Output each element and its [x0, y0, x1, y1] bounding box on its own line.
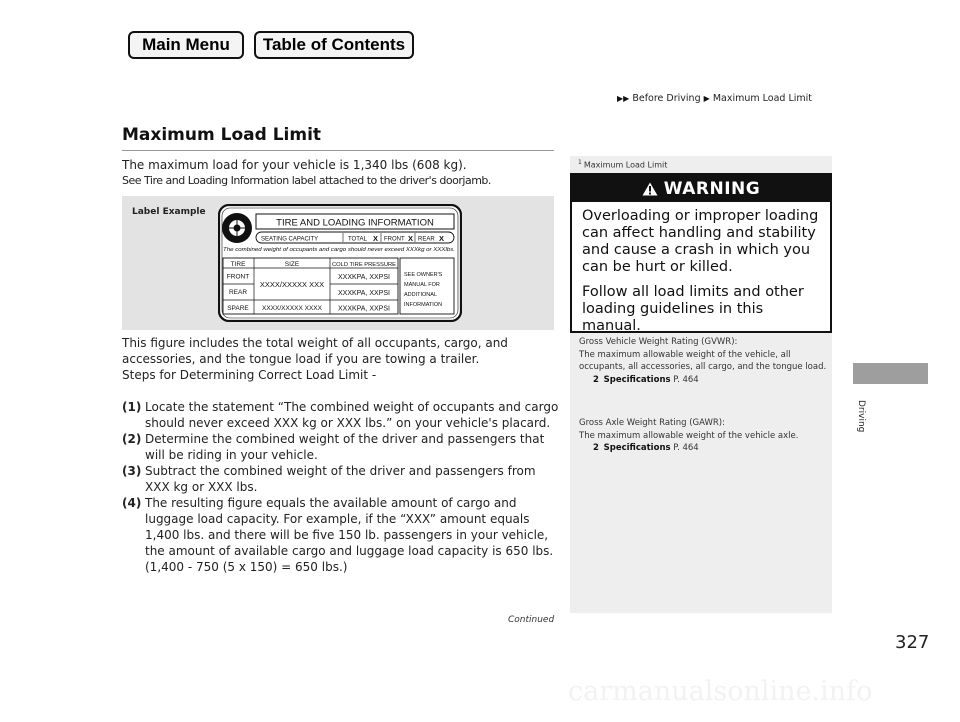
- label-col-size: SIZE: [284, 261, 300, 268]
- gvwr-text: The maximum allowable weight of the vehicle, all occupants, all accessories, all cargo, and the tongue load.: [579, 349, 827, 372]
- label-seating-capacity: SEATING CAPACITY: [261, 236, 319, 243]
- label-col-pressure: COLD TIRE PRESSURE: [332, 262, 397, 268]
- gawr-note: [579, 417, 827, 455]
- label-front-x: X: [408, 234, 414, 243]
- label-combined-weight-statement: The combined weight of occupants and cargo should never exceed XXXkg or XXXlbs.: [223, 247, 455, 253]
- step-2: [122, 431, 562, 463]
- section-tab-marker[interactable]: [853, 363, 928, 384]
- step-number: (3): [122, 464, 142, 478]
- sidebar-heading-text: Maximum Load Limit: [583, 160, 668, 170]
- label-see-owners-2: MANUAL FOR: [404, 282, 440, 288]
- step-text: Locate the statement “The combined weight of occupants and cargo should never exceed XXX kg or XXX lbs.” on your vehicle's placard.: [145, 400, 559, 430]
- intro-text: [122, 157, 562, 189]
- warning-text-load-limits: Follow all load limits and other loading guidelines in this manual.: [582, 284, 804, 334]
- table-of-contents-button[interactable]: Table of Contents: [254, 31, 414, 59]
- title-divider: [122, 150, 554, 151]
- steps-heading: Steps for Determining Correct Load Limit -: [122, 368, 377, 382]
- label-pressure-front: XXXKPA, XXPSI: [337, 274, 391, 281]
- step-number: (2): [122, 432, 142, 446]
- label-see-owners-4: INFORMATION: [404, 302, 443, 308]
- intro-line-max-load: The maximum load for your vehicle is 1,340 lbs (608 kg).: [122, 158, 467, 172]
- label-pressure-spare: XXXKPA, XXPSI: [337, 305, 391, 313]
- step-number: (1): [122, 400, 142, 414]
- body-paragraph: [122, 335, 560, 383]
- step-4-text: The resulting figure equals the available amount of cargo and luggage load capacity. For example, if the “XXX” amount equals 1,400 lbs. and there will be five 150 lb. passengers in your vehicle, the amount of available cargo and luggage load capacity is 650 lbs.: [145, 496, 554, 558]
- gvwr-specifications-link[interactable]: [579, 374, 827, 387]
- step-text: Determine the combined weight of the driver and passengers that will be riding in your vehicle.: [145, 432, 545, 462]
- label-see-owners-3: ADDITIONAL: [404, 292, 438, 298]
- step-text: Subtract the combined weight of the driver and passengers from XXX kg or XXX lbs.: [145, 464, 536, 494]
- gvwr-title: Gross Vehicle Weight Rating (GVWR):: [579, 337, 738, 347]
- reference-page: P. 464: [673, 374, 699, 385]
- section-tab-label: Driving: [856, 400, 866, 433]
- tire-loading-label-illustration: [218, 204, 462, 322]
- label-title: TIRE AND LOADING INFORMATION: [276, 217, 434, 229]
- label-example-caption: Label Example: [132, 207, 206, 217]
- label-size-spare: XXXX/XXXXX XXXX: [262, 305, 322, 312]
- continued-label: Continued: [508, 615, 555, 625]
- gawr-text: The maximum allowable weight of the vehicle axle.: [579, 430, 799, 441]
- breadcrumb-arrow-icon: ▶▶: [617, 94, 630, 103]
- label-row-rear: REAR: [228, 289, 248, 296]
- reference-label: Specifications: [603, 374, 671, 385]
- label-row-front: FRONT: [226, 273, 250, 281]
- label-row-spare: SPARE: [227, 305, 249, 312]
- label-pressure-rear: XXXKPA, XXPSI: [337, 290, 391, 297]
- warning-triangle-icon: [642, 182, 658, 196]
- breadcrumb: [617, 93, 812, 104]
- warning-text-overloading: Overloading or improper loading can affect handling and stability and cause a crash in which you can be hurt or killed.: [582, 208, 819, 275]
- step-4-formula: (1,400 - 750 (5 x 150) = 650 lbs.): [145, 560, 348, 574]
- step-4: [122, 495, 562, 575]
- main-menu-button[interactable]: Main Menu: [128, 31, 244, 59]
- label-rear-x: X: [439, 234, 445, 243]
- warning-box: [570, 173, 832, 333]
- figure-description: This figure includes the total weight of all occupants, cargo, and accessories, and the tongue load if you are towing a trailer.: [122, 336, 508, 366]
- reference-icon: 2: [593, 374, 599, 385]
- gawr-title: Gross Axle Weight Rating (GAWR):: [579, 418, 725, 428]
- intro-line-see-label: See Tire and Loading Information label attached to the driver's doorjamb.: [122, 174, 491, 187]
- step-3: [122, 463, 562, 495]
- reference-icon: 2: [593, 443, 599, 453]
- label-total: TOTAL: [348, 236, 367, 243]
- reference-label: Specifications: [603, 443, 671, 453]
- label-rear: REAR: [418, 236, 435, 243]
- label-see-owners-1: SEE OWNER'S: [404, 272, 443, 278]
- label-front: FRONT: [384, 236, 405, 243]
- breadcrumb-item-before-driving[interactable]: Before Driving: [632, 93, 701, 104]
- label-size-front-rear: XXXX/XXXXX XXX: [259, 280, 325, 289]
- label-example-panel: [122, 196, 554, 330]
- label-col-tire: TIRE: [230, 261, 246, 268]
- tire-icon: [222, 213, 252, 243]
- label-total-x: X: [373, 234, 379, 243]
- step-text: [145, 495, 562, 575]
- page-number: 327: [895, 632, 930, 653]
- breadcrumb-item-maximum-load-limit: Maximum Load Limit: [712, 93, 813, 104]
- reference-page: P. 464: [673, 443, 699, 453]
- step-number: (4): [122, 496, 142, 510]
- watermark: carmanualsonline.info: [568, 676, 873, 707]
- sidebar-notes: [570, 156, 832, 613]
- gvwr-note: [579, 336, 827, 386]
- step-1: [122, 399, 562, 431]
- warning-header: [572, 175, 830, 202]
- sidebar-heading: [578, 159, 667, 170]
- warning-body: [572, 202, 830, 335]
- note-number: 1: [578, 159, 582, 166]
- page-title: Maximum Load Limit: [122, 125, 322, 145]
- gawr-specifications-link[interactable]: [579, 442, 827, 455]
- steps-list: [122, 399, 562, 575]
- breadcrumb-arrow-icon: ▶: [703, 94, 710, 103]
- warning-title: WARNING: [663, 178, 761, 199]
